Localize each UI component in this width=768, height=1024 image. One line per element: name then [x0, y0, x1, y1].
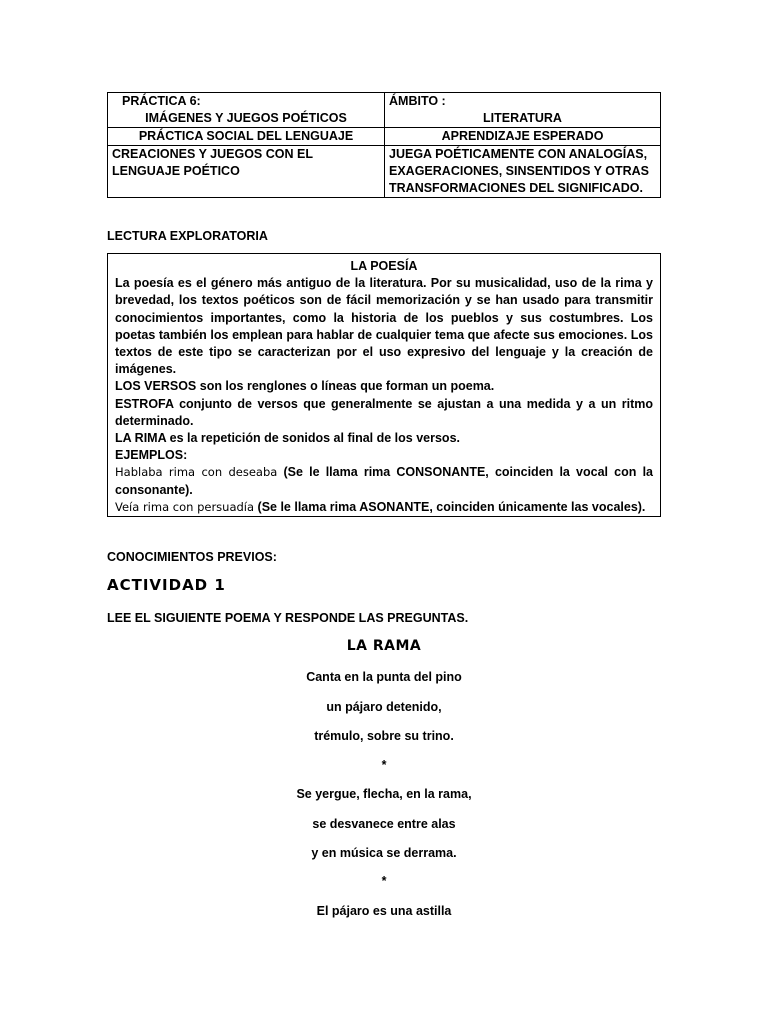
practica-cell	[108, 93, 385, 128]
versos-definition: LOS VERSOS son los renglones o líneas que forman un poema.	[115, 379, 495, 394]
conocimientos-label: CONOCIMIENTOS PREVIOS:	[107, 550, 277, 564]
poem-separator: *	[381, 874, 387, 888]
actividad-heading: ACTIVIDAD 1	[107, 576, 226, 594]
ambito-value: LITERATURA	[483, 111, 562, 125]
poem-separator: *	[381, 758, 387, 772]
ejemplos-label: EJEMPLOS:	[115, 448, 188, 463]
aprendizaje-label: APRENDIZAJE ESPERADO	[385, 128, 661, 146]
ambito-label: ÁMBITO :	[389, 94, 446, 108]
example-asonante-words: Veía rima con persuadía	[115, 499, 255, 514]
poem-line: El pájaro es una astilla	[316, 904, 452, 918]
practica-social-label: PRÁCTICA SOCIAL DEL LENGUAJE	[108, 128, 385, 146]
poem-line: trémulo, sobre su trino.	[314, 729, 454, 743]
example-asonante	[115, 499, 653, 516]
practica-number: PRÁCTICA 6:	[122, 94, 201, 108]
poem-title: LA RAMA	[346, 638, 422, 654]
example-asonante-note: (Se le llama rima ASONANTE, coinciden únicamente las vocales).	[254, 499, 646, 514]
estrofa-definition: ESTROFA conjunto de versos que generalmente se ajustan a una medida y a un ritmo determinado.	[115, 396, 653, 428]
example-consonante-note: (Se le llama rima CONSONANTE, coinciden la vocal con la consonante).	[115, 465, 654, 497]
poem-line: y en música se derrama.	[311, 846, 457, 860]
poem-line: un pájaro detenido,	[326, 700, 442, 714]
instruction: LEE EL SIGUIENTE POEMA Y RESPONDE LAS PREGUNTAS.	[107, 611, 469, 625]
practica-title: IMÁGENES Y JUEGOS POÉTICOS	[145, 111, 347, 125]
header-table	[107, 92, 661, 198]
ambito-cell	[385, 93, 661, 128]
poem-line: Se yergue, flecha, en la rama,	[296, 787, 472, 801]
lectura-label: LECTURA EXPLORATORIA	[107, 229, 268, 243]
practica-social-value: CREACIONES Y JUEGOS CON EL LENGUAJE POÉTICO	[108, 146, 385, 198]
aprendizaje-value: JUEGA POÉTICAMENTE CON ANALOGÍAS, EXAGERACIONES, SINSENTIDOS Y OTRAS TRANSFORMACIONES DEL SIGNIFICADO.	[385, 146, 661, 198]
rima-definition: LA RIMA es la repetición de sonidos al final de los versos.	[115, 431, 460, 446]
poem-line: se desvanece entre alas	[312, 817, 456, 831]
reading-paragraph: La poesía es el género más antiguo de la literatura. Por su musicalidad, uso de la rima y brevedad, los textos poéticos son de fácil memorización y se han usado para transmitir conocimientos importantes, como la historia de los pueblos y sus costumbres. Los poetas también los emplean para hablar de cualquier tema que afecte sus emociones. Los textos de este tipo se caracterizan por el uso expresivo del lenguaje y la creación de imágenes.	[115, 276, 653, 377]
example-consonante	[115, 464, 653, 498]
example-consonante-words: Hablaba rima con deseaba	[115, 465, 278, 480]
reading-title: LA POESÍA	[350, 259, 418, 273]
poem-line: Canta en la punta del pino	[306, 670, 462, 684]
reading-box	[107, 253, 661, 517]
